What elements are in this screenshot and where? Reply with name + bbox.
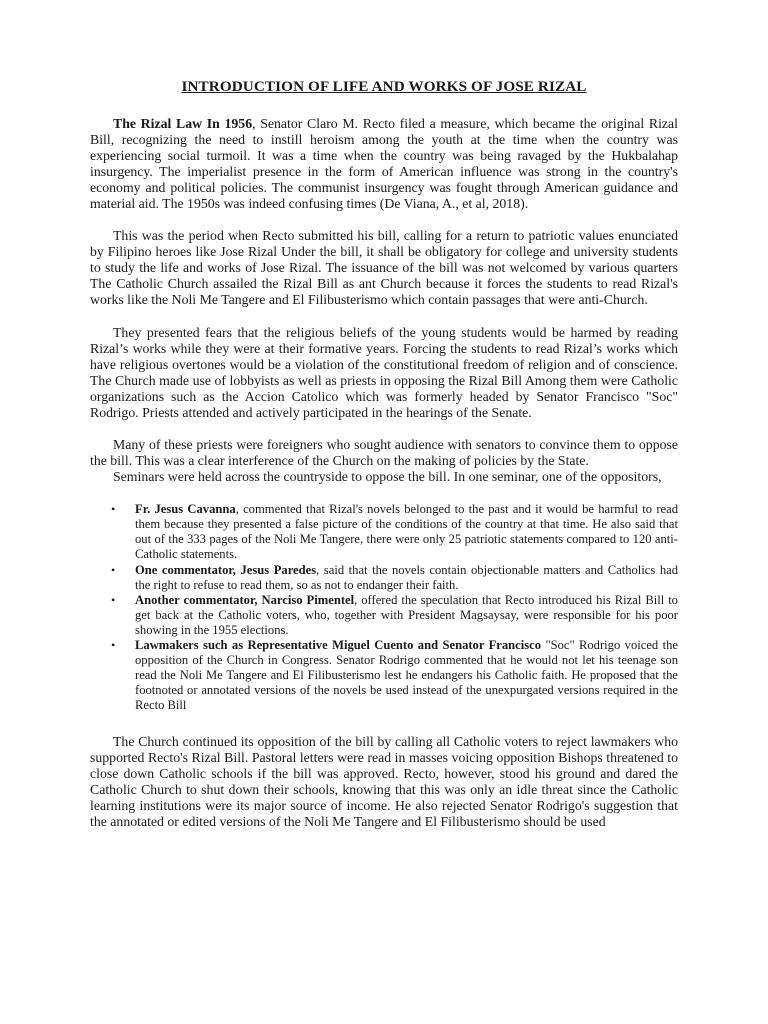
list-item-lead: Lawmakers such as Representative Miguel Cuento and Senator Francisco bbox=[135, 637, 542, 652]
list-item-text: , offered the speculation that Recto introduced his Rizal Bill to get back at the Catholic voters, who, together with President Magsaysay, were responsible for his poor showing in the 1955 elections. bbox=[135, 592, 678, 637]
bullet-icon: • bbox=[111, 502, 116, 517]
list-item-lead: One commentator, Jesus Paredes bbox=[135, 562, 317, 577]
list-item bbox=[111, 592, 678, 638]
paragraph-text: Many of these priests were foreigners who sought audience with senators to convince them to oppose the bill. This was a clear interference of the Church on the making of policies by the State. bbox=[90, 437, 678, 469]
paragraph-text: They presented fears that the religious beliefs of the young students would be harmed by reading Rizal’s works while they were at their formative years. Forcing the students to read Rizal’s works which have religious overtones would be a violation of the constitutional freedom of religion and of conscience. The Church made use of lobbyists as well as priests in opposing the Rizal Bill Among them were Catholic organizations such as the Accion Catolico which was formerly headed by Senator Francisco "Soc" Rodrigo. Priests attended and actively participated in the hearings of the Senate. bbox=[90, 324, 678, 420]
list-item bbox=[111, 502, 679, 562]
list-item-lead: Fr. Jesus Cavanna bbox=[135, 502, 236, 517]
list-item-lead: Another commentator, Narciso Pimentel bbox=[135, 592, 355, 607]
paragraph-lead: The Rizal Law In 1956 bbox=[113, 116, 253, 131]
bullet-icon: • bbox=[111, 562, 116, 577]
paragraph-church-opposition bbox=[90, 734, 678, 829]
paragraph-recto-bill bbox=[90, 228, 678, 308]
list-item bbox=[111, 562, 678, 593]
list-item-text: , commented that Rizal's novels belonged to the past and it would be harmful to read them because they presented a false picture of the conditions of the country at that time. He also said that out of the 333 pages of the Noli Me Tangere, there were only 25 patriotic statements compared to 120 anti-Catholic statements. bbox=[135, 502, 679, 562]
document-page bbox=[90, 78, 678, 830]
oppositors-list bbox=[90, 502, 678, 713]
paragraph-seminars bbox=[90, 469, 678, 485]
list-item bbox=[111, 637, 678, 713]
bullet-icon: • bbox=[111, 637, 116, 652]
paragraph-rizal-law bbox=[90, 116, 678, 211]
bullet-icon: • bbox=[111, 592, 116, 607]
paragraph-text: Seminars were held across the countryside to oppose the bill. In one seminar, one of the oppositors, bbox=[113, 469, 662, 485]
list-item-text: "Soc" Rodrigo voiced the opposition of the Church in Congress. Senator Rodrigo commented that he would not let his teenage son read the Noli Me Tangere and El Filibusterismo lest he endangers his Catholic faith. He proposed that the footnoted or annotated versions of the novels be used instead of the unexpurgated versions required in the Recto Bill bbox=[135, 637, 678, 713]
paragraph-church-fears bbox=[90, 325, 678, 420]
paragraph-text: This was the period when Recto submitted his bill, calling for a return to patriotic values enunciated by Filipino heroes like Jose Rizal Under the bill, it shall be obligatory for college and university students to study the life and works of Jose Rizal. The issuance of the bill was not welcomed by various quarters The Catholic Church assailed the Rizal Bill as ant Church because it forces the students to read Rizal's works like the Noli Me Tangere and El Filibusterismo which contain passages that were anti-Church. bbox=[90, 228, 678, 308]
list-item-text: , said that the novels contain objectionable matters and Catholics had the right to refuse to read them, so as not to endanger their faith. bbox=[135, 562, 678, 592]
page-title: INTRODUCTION OF LIFE AND WORKS OF JOSE RIZAL bbox=[181, 78, 587, 95]
paragraph-foreign-priests bbox=[90, 437, 678, 469]
paragraph-text: The Church continued its opposition of the bill by calling all Catholic voters to reject lawmakers who supported Recto's Rizal Bill. Pastoral letters were read in masses voicing opposition Bishops threatened to close down Catholic schools if the bill was approved. Recto, however, stood his ground and dared the Catholic Church to shut down their schools, knowing that this was only an idle threat since the Catholic learning institutions were its major source of income. He also rejected Senator Rodrigo's suggestion that the annotated or edited versions of the Noli Me Tangere and El Filibusterismo should be used bbox=[90, 734, 678, 829]
paragraph-text: , Senator Claro M. Recto filed a measure, which became the original Rizal Bill, recognizing the need to instill heroism among the youth at the time when the country was experiencing social turmoil. It was a time when the country was being ravaged by the Hukbalahap insurgency. The imperialist presence in the form of American influence was strong in the country's economy and political policies. The communist insurgency was fought through American guidance and material aid. The 1950s was indeed confusing times (De Viana, A., et al, 2018). bbox=[90, 116, 678, 211]
